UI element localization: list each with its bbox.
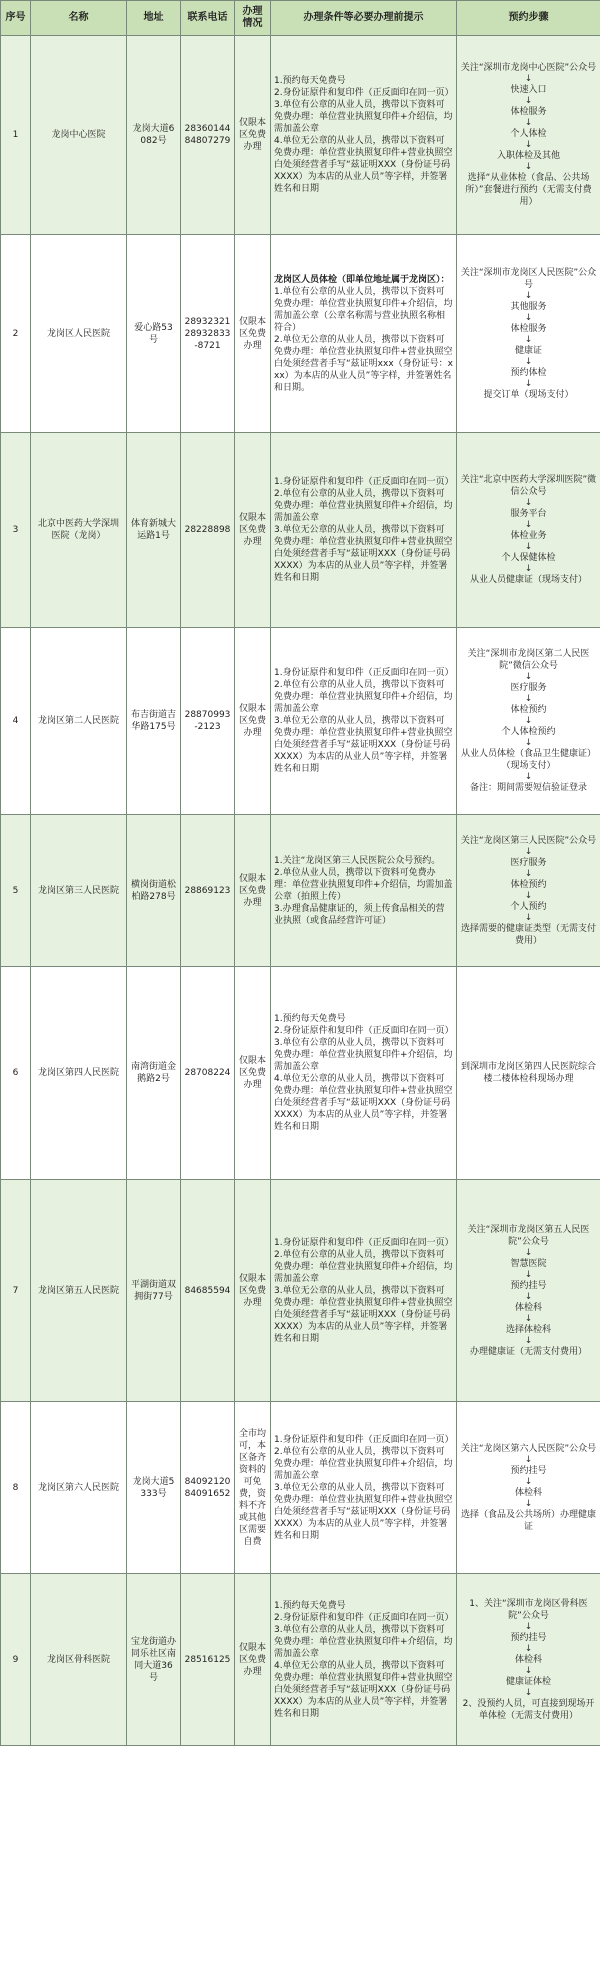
arrow-down-icon: ↓ [524, 96, 533, 106]
step-item: 办理健康证（无需支付费用） [469, 1346, 587, 1357]
hospital-phone: 28708224 [181, 967, 235, 1180]
step-item: 关注“龙岗区第六人民医院”公众号 [460, 1443, 597, 1454]
step-item: 体检预约 [510, 705, 547, 715]
conditions-cell [271, 1180, 457, 1402]
header-conditions: 办理条件等必要办理前提示 [271, 1, 457, 36]
handling-status: 仅限本区免费办理 [235, 815, 271, 967]
table-row [1, 1574, 600, 1746]
steps-cell [457, 1574, 600, 1746]
handling-status: 仅限本区免费办理 [235, 36, 271, 235]
condition-line: 2.身份证原件和复印件（正反面印在同一页） [274, 1026, 454, 1036]
step-item: 关注“深圳市龙岗区第五人民医院”公众号 [467, 1224, 590, 1247]
table-row [1, 1402, 600, 1574]
step-item: 健康证 [514, 345, 542, 356]
condition-line: 3.单位无公章的从业人员，携带以下资料可免费办理：单位营业执照复印件+营业执照空白处须经营者手写“兹证明XXX（身份证号码XXXX）为本店的从业人员”等字样，并签署姓名和日期 [274, 716, 453, 774]
step-item: 关注“龙岗区第三人民医院”公众号 [460, 835, 597, 846]
condition-line: 龙岗区人员体检（即单位地址属于龙岗区）： [274, 274, 450, 285]
step-item: 预约挂号 [510, 1632, 547, 1643]
condition-line: 1.预约每天免费号 [274, 1600, 346, 1611]
hospital-name: 龙岗区第三人民医院 [31, 815, 127, 967]
table-row [1, 967, 600, 1180]
arrow-down-icon: ↓ [524, 846, 533, 857]
step-item: 关注“深圳市龙岗中心医院”公众号 [460, 63, 597, 73]
condition-line: 1.单位有公章的从业人员，携带以下资料可免费办理：单位营业执照复印件+介绍信，均需加盖公章（公章名称需与营业执照名称相符合） [274, 286, 453, 333]
arrow-down-icon: ↓ [524, 290, 533, 301]
row-number: 9 [1, 1574, 31, 1746]
condition-line: 3.办理食品健康证的，须上传食品相关的营业执照（或食品经营许可证） [274, 903, 445, 926]
header-phone: 联系电话 [181, 1, 235, 36]
handling-status: 全市均可，本区备齐资料的可免费，资料不齐或其他区需要自费 [235, 1402, 271, 1574]
arrow-down-icon: ↓ [524, 1269, 533, 1280]
arrow-down-icon: ↓ [524, 1665, 533, 1676]
row-number: 5 [1, 815, 31, 967]
step-item: 从业人员体检（食品卫生健康证）（现场支付） [460, 749, 596, 771]
step-item: 提交订单（现场支付） [483, 389, 574, 400]
condition-line: 1.身份证原件和复印件（正反面印在同一页） [274, 668, 454, 678]
condition-line: 3.单位有公章的从业人员，携带以下资料可免费办理：单位营业执照复印件+介绍信，均需加盖公章 [274, 100, 453, 134]
arrow-down-icon: ↓ [524, 738, 533, 748]
step-item: 医疗服务 [510, 857, 547, 868]
step-item: 预约体检 [510, 367, 547, 378]
row-number: 3 [1, 433, 31, 628]
hospital-name: 龙岗区第五人民医院 [31, 1180, 127, 1402]
steps-cell [457, 36, 600, 235]
step-item: 预约挂号 [510, 1465, 547, 1476]
table-row [1, 433, 600, 628]
hospital-name: 北京中医药大学深圳医院（龙岗） [31, 433, 127, 628]
hospital-phone: 28360144 84807279 [181, 36, 235, 235]
condition-line: 3.单位无公章的从业人员，携带以下资料可免费办理：单位营业执照复印件+营业执照空白处须经营者手写“兹证明XXX（身份证号码XXXX）为本店的从业人员”等字样，并签署姓名和日期 [274, 1285, 453, 1344]
arrow-down-icon: ↓ [524, 140, 533, 150]
hospital-address: 体育新城大运路1号 [127, 433, 181, 628]
hospital-name: 龙岗区第六人民医院 [31, 1402, 127, 1574]
step-item: 体检科 [514, 1487, 542, 1498]
arrow-down-icon: ↓ [524, 1621, 533, 1632]
steps-cell [457, 967, 600, 1180]
step-item: 健康证体检 [505, 1676, 551, 1687]
row-number: 4 [1, 628, 31, 815]
hospital-address: 布吉街道吉华路175号 [127, 628, 181, 815]
steps-cell [457, 1402, 600, 1574]
hospital-address: 龙岗大道5333号 [127, 1402, 181, 1574]
arrow-down-icon: ↓ [524, 1291, 533, 1302]
condition-line: 4.单位无公章的从业人员，携带以下资料可免费办理：单位营业执照复印件+营业执照空白处须经营者手写“兹证明XXX（身份证号码XXXX）为本店的从业人员”等字样，并签署姓名和日期 [274, 1074, 453, 1132]
condition-line: 4.单位无公章的从业人员，携带以下资料可免费办理：单位营业执照复印件+营业执照空白处须经营者手写“兹证明XXX（身份证号码XXXX）为本店的从业人员”等字样，并签署姓名和日期 [274, 136, 453, 194]
condition-line: 2.身份证原件和复印件（正反面印在同一页） [274, 1612, 454, 1623]
handling-status: 仅限本区免费办理 [235, 1574, 271, 1746]
arrow-down-icon: ↓ [524, 1247, 533, 1258]
conditions-cell [271, 433, 457, 628]
table-row [1, 628, 600, 815]
conditions-cell [271, 628, 457, 815]
conditions-cell [271, 967, 457, 1180]
step-item: 体检业务 [510, 531, 547, 541]
arrow-down-icon: ↓ [524, 74, 533, 84]
arrow-down-icon: ↓ [524, 334, 533, 345]
handling-status: 仅限本区免费办理 [235, 235, 271, 433]
step-item: 1、关注“深圳市龙岗区骨科医院”公众号 [469, 1598, 588, 1621]
step-item: 预约挂号 [510, 1280, 547, 1291]
step-item: 到深圳市龙岗区第四人民医院综合楼二楼体检科现场办理 [460, 1062, 596, 1084]
step-item: 快速入口 [510, 85, 547, 95]
condition-line: 2.单位有公章的从业人员，携带以下资料可免费办理：单位营业执照复印件+介绍信，均需加盖公章 [274, 1249, 453, 1284]
step-item: 个人体检 [510, 129, 547, 139]
step-item: 关注“深圳市龙岗区人民医院”公众号 [460, 267, 597, 290]
row-number: 7 [1, 1180, 31, 1402]
arrow-down-icon: ↓ [524, 312, 533, 323]
condition-line: 3.单位无公章的从业人员，携带以下资料可免费办理：单位营业执照复印件+营业执照空白处须经营者手写“兹证明XXX（身份证号码XXXX）为本店的从业人员”等字样，并签署姓名和日期 [274, 1482, 453, 1541]
step-item: 个人体检预约 [501, 727, 556, 737]
header-row [1, 1, 600, 36]
hospital-phone: 84092120 84091652 [181, 1402, 235, 1574]
header-steps: 预约步骤 [457, 1, 600, 36]
arrow-down-icon: ↓ [524, 162, 533, 172]
steps-cell [457, 628, 600, 815]
condition-line: 1.身份证原件和复印件（正反面印在同一页） [274, 1434, 454, 1445]
condition-line: 1.身份证原件和复印件（正反面印在同一页） [274, 1237, 454, 1248]
header-no: 序号 [1, 1, 31, 36]
hospital-phone: 28228898 [181, 433, 235, 628]
header-address: 地址 [127, 1, 181, 36]
condition-line: 2.单位从业人员，携带以下资料可免费办理：单位营业执照复印件+介绍信，均需加盖公章（拍照上传） [274, 867, 453, 902]
row-number: 2 [1, 235, 31, 433]
condition-line: 4.单位无公章的从业人员，携带以下资料可免费办理：单位营业执照复印件+营业执照空白处须经营者手写“兹证明XXX（身份证号码XXXX）为本店的从业人员”等字样，并签署姓名和日期 [274, 1660, 453, 1719]
step-item: 体检服务 [510, 323, 547, 334]
handling-status: 仅限本区免费办理 [235, 628, 271, 815]
arrow-down-icon: ↓ [524, 118, 533, 128]
hospital-phone: 84685594 [181, 1180, 235, 1402]
condition-line: 3.单位有公章的从业人员，携带以下资料可免费办理：单位营业执照复印件+介绍信，均需加盖公章 [274, 1038, 453, 1072]
arrow-down-icon: ↓ [524, 694, 533, 704]
step-item: 关注“深圳市龙岗区第二人民医院”微信公众号 [467, 649, 590, 671]
step-item: 选择“从业体检（食品、公共场所）”套餐进行预约（无需支付费用） [465, 173, 592, 207]
condition-line: 3.单位有公章的从业人员，携带以下资料可免费办理：单位营业执照复印件+介绍信，均需加盖公章 [274, 1624, 453, 1659]
hospital-name: 龙岗区骨科医院 [31, 1574, 127, 1746]
step-item: 体检预约 [510, 879, 547, 890]
step-item: 个人预约 [510, 901, 547, 912]
step-item: 2、没预约人员，可直接到现场开单体检（无需支付费用） [462, 1698, 595, 1721]
condition-line: 1.预约每天免费号 [274, 1014, 346, 1024]
step-item: 个人保健体检 [501, 553, 556, 563]
condition-line: 2.身份证原件和复印件（正反面印在同一页） [274, 88, 454, 98]
hospital-address: 南湾街道金鹅路2号 [127, 967, 181, 1180]
condition-line: 2.单位有公章的从业人员，携带以下资料可免费办理：单位营业执照复印件+介绍信，均需加盖公章 [274, 1446, 453, 1481]
table-row [1, 1180, 600, 1402]
conditions-cell [271, 1574, 457, 1746]
conditions-cell [271, 36, 457, 235]
steps-cell [457, 815, 600, 967]
hospital-address: 平湖街道双拥街77号 [127, 1180, 181, 1402]
step-item: 体检科 [514, 1654, 542, 1665]
arrow-down-icon: ↓ [524, 890, 533, 901]
handling-status: 仅限本区免费办理 [235, 1180, 271, 1402]
handling-status: 仅限本区免费办理 [235, 433, 271, 628]
step-item: 备注：期间需要短信验证登录 [469, 783, 587, 793]
step-item: 其他服务 [510, 301, 547, 312]
hospital-phone: 28932321 28932833-8721 [181, 235, 235, 433]
arrow-down-icon: ↓ [524, 672, 533, 682]
table-body [1, 36, 600, 1746]
step-item: 入职体检及其他 [496, 151, 560, 161]
arrow-down-icon: ↓ [524, 868, 533, 879]
conditions-cell [271, 235, 457, 433]
arrow-down-icon: ↓ [524, 1313, 533, 1324]
condition-line: 1.预约每天免费号 [274, 76, 346, 86]
arrow-down-icon: ↓ [524, 564, 533, 574]
steps-cell [457, 1180, 600, 1402]
hospital-name: 龙岗中心医院 [31, 36, 127, 235]
arrow-down-icon: ↓ [524, 1498, 533, 1509]
arrow-down-icon: ↓ [524, 716, 533, 726]
arrow-down-icon: ↓ [524, 542, 533, 552]
arrow-down-icon: ↓ [524, 378, 533, 389]
header-status: 办理情况 [235, 1, 271, 36]
row-number: 8 [1, 1402, 31, 1574]
arrow-down-icon: ↓ [524, 912, 533, 923]
header-name: 名称 [31, 1, 127, 36]
hospital-name: 龙岗区人民医院 [31, 235, 127, 433]
hospital-phone: 28870993-2123 [181, 628, 235, 815]
hospital-name: 龙岗区第四人民医院 [31, 967, 127, 1180]
hospital-phone: 28516125 [181, 1574, 235, 1746]
hospital-name: 龙岗区第二人民医院 [31, 628, 127, 815]
row-number: 1 [1, 36, 31, 235]
hospital-address: 爱心路53号 [127, 235, 181, 433]
condition-line: 1.身份证原件和复印件（正反面印在同一页） [274, 477, 454, 487]
step-item: 医疗服务 [510, 683, 547, 693]
arrow-down-icon: ↓ [524, 1335, 533, 1346]
steps-cell [457, 235, 600, 433]
step-item: 体检服务 [510, 107, 547, 117]
step-item: 服务平台 [510, 509, 547, 519]
condition-line: 2.单位有公章的从业人员，携带以下资料可免费办理：单位营业执照复印件+介绍信，均需加盖公章 [274, 489, 453, 523]
step-item: 关注“北京中医药大学深圳医院”微信公众号 [460, 475, 597, 497]
steps-cell [457, 433, 600, 628]
conditions-cell [271, 1402, 457, 1574]
arrow-down-icon: ↓ [524, 498, 533, 508]
hospital-address: 龙岗大道6082号 [127, 36, 181, 235]
arrow-down-icon: ↓ [524, 356, 533, 367]
arrow-down-icon: ↓ [524, 1687, 533, 1698]
arrow-down-icon: ↓ [524, 772, 533, 782]
step-item: 选择需要的健康证类型（无需支付费用） [460, 923, 596, 946]
hospital-address: 横岗街道松柏路278号 [127, 815, 181, 967]
arrow-down-icon: ↓ [524, 1454, 533, 1465]
arrow-down-icon: ↓ [524, 1643, 533, 1654]
arrow-down-icon: ↓ [524, 520, 533, 530]
row-number: 6 [1, 967, 31, 1180]
arrow-down-icon: ↓ [524, 1476, 533, 1487]
step-item: 从业人员健康证（现场支付） [469, 575, 587, 585]
hospital-address: 宝龙街道办同乐社区南同大道36号 [127, 1574, 181, 1746]
table-row [1, 815, 600, 967]
step-item: 选择体检科 [505, 1324, 551, 1335]
step-item: 选择（食品及公共场所）办理健康证 [460, 1509, 596, 1532]
table-row [1, 235, 600, 433]
condition-line: 3.单位无公章的从业人员，携带以下资料可免费办理：单位营业执照复印件+营业执照空白处须经营者手写“兹证明XXX（身份证号码XXXX）为本店的从业人员”等字样，并签署姓名和日期 [274, 525, 453, 583]
step-item: 智慧医院 [510, 1258, 547, 1269]
condition-line: 2.单位有公章的从业人员，携带以下资料可免费办理：单位营业执照复印件+介绍信，均需加盖公章 [274, 680, 453, 714]
step-item: 体检科 [514, 1302, 542, 1313]
condition-line: 2.单位无公章的从业人员，携带以下资料可免费办理：单位营业执照复印件+营业执照空白处须经营者手写“兹证明xxx（身份证号：xxx）为本店的从业人员”等字样，并签署姓名和日期。 [274, 334, 453, 393]
hospital-phone: 28869123 [181, 815, 235, 967]
handling-status: 仅限本区免费办理 [235, 967, 271, 1180]
table-row [1, 36, 600, 235]
condition-line: 1.关注“龙岗区第三人民医院公众号预约。 [274, 855, 441, 866]
conditions-cell [271, 815, 457, 967]
